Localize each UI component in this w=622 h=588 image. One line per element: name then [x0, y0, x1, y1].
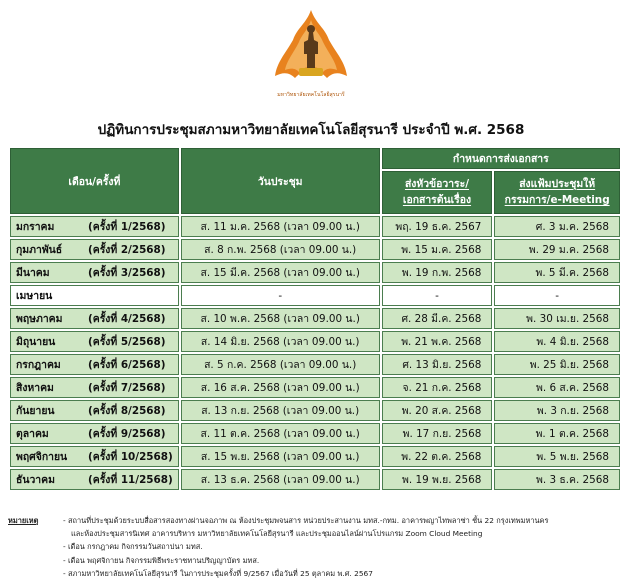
month-cell: ตุลาคม (ครั้งที่ 9/2568)	[10, 423, 179, 444]
month-cell: สิงหาคม (ครั้งที่ 7/2568)	[10, 377, 179, 398]
note-item: - สภามหาวิทยาลัยเทคโนโลยีสุรนารี ในการประชุมครั้งที่ 9/2567 เมื่อวันที่ 25 ตุลาคม พ.ศ. 2567	[63, 568, 373, 578]
notes-list	[63, 514, 616, 580]
meeting-date-cell: ส. 8 ก.พ. 2568 (เวลา 09.00 น.)	[181, 239, 380, 260]
month-cell: พฤศจิกายน (ครั้งที่ 10/2568)	[10, 446, 179, 467]
agenda-deadline-cell: พ. 19 พ.ย. 2568	[382, 469, 493, 490]
header-month: เดือน/ครั้งที่	[10, 148, 179, 214]
table-row	[10, 285, 620, 306]
table-row	[10, 400, 620, 421]
table-row	[10, 377, 620, 398]
month-cell: มีนาคม (ครั้งที่ 3/2568)	[10, 262, 179, 283]
meeting-date-cell: ส. 13 ธ.ค. 2568 (เวลา 09.00 น.)	[181, 469, 380, 490]
agenda-deadline-cell: -	[382, 285, 493, 306]
header-file-deadline: ส่งแฟ้มประชุมให้ กรรมการ/e-Meeting	[494, 171, 620, 214]
month-cell: มิถุนายน (ครั้งที่ 5/2568)	[10, 331, 179, 352]
file-deadline-cell: พ. 5 มี.ค. 2568	[494, 262, 620, 283]
table-row	[10, 262, 620, 283]
note-item: และห้องประชุมสารนิเทศ อาคารบริหาร มหาวิทยาลัยเทคโนโลยีสุรนารี และประชุมออนไลน์ผ่านโปรแกรม Zoom Cloud Meeting	[71, 529, 483, 539]
table-row	[10, 446, 620, 467]
header-agenda-deadline: ส่งหัวข้อวาระ/ เอกสารต้นเรื่อง	[382, 171, 493, 214]
note-item: - สถานที่ประชุมด้วยระบบสื่อสารสองทางผ่านจอภาพ ณ ห้องประชุมพจนสาร หน่วยประสานงาน มทส.-กทม. อาคารพญาไทพลาซ่า ชั้น 22 กรุงเทพมหานคร	[63, 516, 549, 525]
meeting-date-cell: ส. 10 พ.ค. 2568 (เวลา 09.00 น.)	[181, 308, 380, 329]
page-title: ปฏิทินการประชุมสภามหาวิทยาลัยเทคโนโลยีสุรนารี ประจำปี พ.ศ. 2568	[97, 122, 525, 138]
month-cell: เมษายน	[10, 285, 179, 306]
table-row	[10, 216, 620, 237]
month-cell: กรกฎาคม (ครั้งที่ 6/2568)	[10, 354, 179, 375]
file-deadline-cell: พ. 3 ก.ย. 2568	[494, 400, 620, 421]
agenda-deadline-cell: พ. 15 ม.ค. 2568	[382, 239, 493, 260]
meeting-date-cell: ส. 15 มี.ค. 2568 (เวลา 09.00 น.)	[181, 262, 380, 283]
month-cell: มกราคม (ครั้งที่ 1/2568)	[10, 216, 179, 237]
agenda-deadline-cell: ศ. 28 มี.ค. 2568	[382, 308, 493, 329]
meeting-date-cell: ส. 16 ส.ค. 2568 (เวลา 09.00 น.)	[181, 377, 380, 398]
file-deadline-cell: พ. 25 มิ.ย. 2568	[494, 354, 620, 375]
file-deadline-cell: -	[494, 285, 620, 306]
agenda-deadline-cell: พ. 19 ก.พ. 2568	[382, 262, 493, 283]
file-deadline-cell: พ. 29 ม.ค. 2568	[494, 239, 620, 260]
file-deadline-cell: พ. 5 พ.ย. 2568	[494, 446, 620, 467]
agenda-deadline-cell: พ. 20 ส.ค. 2568	[382, 400, 493, 421]
month-cell: กุมภาพันธ์ (ครั้งที่ 2/2568)	[10, 239, 179, 260]
agenda-deadline-cell: ศ. 13 มิ.ย. 2568	[382, 354, 493, 375]
table-row	[10, 331, 620, 352]
notes-label: หมายเหตุ	[8, 516, 39, 525]
agenda-deadline-cell: พ. 21 พ.ค. 2568	[382, 331, 493, 352]
meeting-date-cell: -	[181, 285, 380, 306]
meeting-date-cell: ส. 11 ม.ค. 2568 (เวลา 09.00 น.)	[181, 216, 380, 237]
file-deadline-cell: พ. 3 ธ.ค. 2568	[494, 469, 620, 490]
file-deadline-cell: พ. 4 มิ.ย. 2568	[494, 331, 620, 352]
header-meeting-date: วันประชุม	[181, 148, 380, 214]
file-deadline-cell: พ. 6 ส.ค. 2568	[494, 377, 620, 398]
month-cell: ธันวาคม (ครั้งที่ 11/2568)	[10, 469, 179, 490]
header-document-deadlines: กำหนดการส่งเอกสาร	[382, 148, 620, 169]
file-deadline-cell: พ. 1 ต.ค. 2568	[494, 423, 620, 444]
meeting-date-cell: ส. 11 ต.ค. 2568 (เวลา 09.00 น.)	[181, 423, 380, 444]
agenda-deadline-cell: พ. 22 ต.ค. 2568	[382, 446, 493, 467]
agenda-deadline-cell: พฤ. 19 ธ.ค. 2567	[382, 216, 493, 237]
agenda-deadline-cell: พ. 17 ก.ย. 2568	[382, 423, 493, 444]
meeting-date-cell: ส. 5 ก.ค. 2568 (เวลา 09.00 น.)	[181, 354, 380, 375]
month-cell: พฤษภาคม (ครั้งที่ 4/2568)	[10, 308, 179, 329]
file-deadline-cell: พ. 30 เม.ย. 2568	[494, 308, 620, 329]
table-row	[10, 423, 620, 444]
meeting-date-cell: ส. 14 มิ.ย. 2568 (เวลา 09.00 น.)	[181, 331, 380, 352]
file-deadline-cell: ศ. 3 ม.ค. 2568	[494, 216, 620, 237]
note-item: - เดือน กรกฎาคม กิจกรรมวันสถาปนา มทส.	[63, 542, 203, 552]
meeting-schedule-table	[8, 146, 622, 492]
meeting-date-cell: ส. 13 ก.ย. 2568 (เวลา 09.00 น.)	[181, 400, 380, 421]
meeting-date-cell: ส. 15 พ.ย. 2568 (เวลา 09.00 น.)	[181, 446, 380, 467]
table-row	[10, 239, 620, 260]
table-row	[10, 354, 620, 375]
month-cell: กันยายน (ครั้งที่ 8/2568)	[10, 400, 179, 421]
table-row	[10, 308, 620, 329]
agenda-deadline-cell: จ. 21 ก.ค. 2568	[382, 377, 493, 398]
table-row	[10, 469, 620, 490]
logo-caption: มหาวิทยาลัยเทคโนโลยีสุรนารี	[277, 92, 345, 98]
note-item: - เดือน พฤศจิกายน กิจกรรมพิธีพระราชทานปริญญาบัตร มทส.	[63, 555, 260, 565]
university-logo	[263, 6, 359, 102]
